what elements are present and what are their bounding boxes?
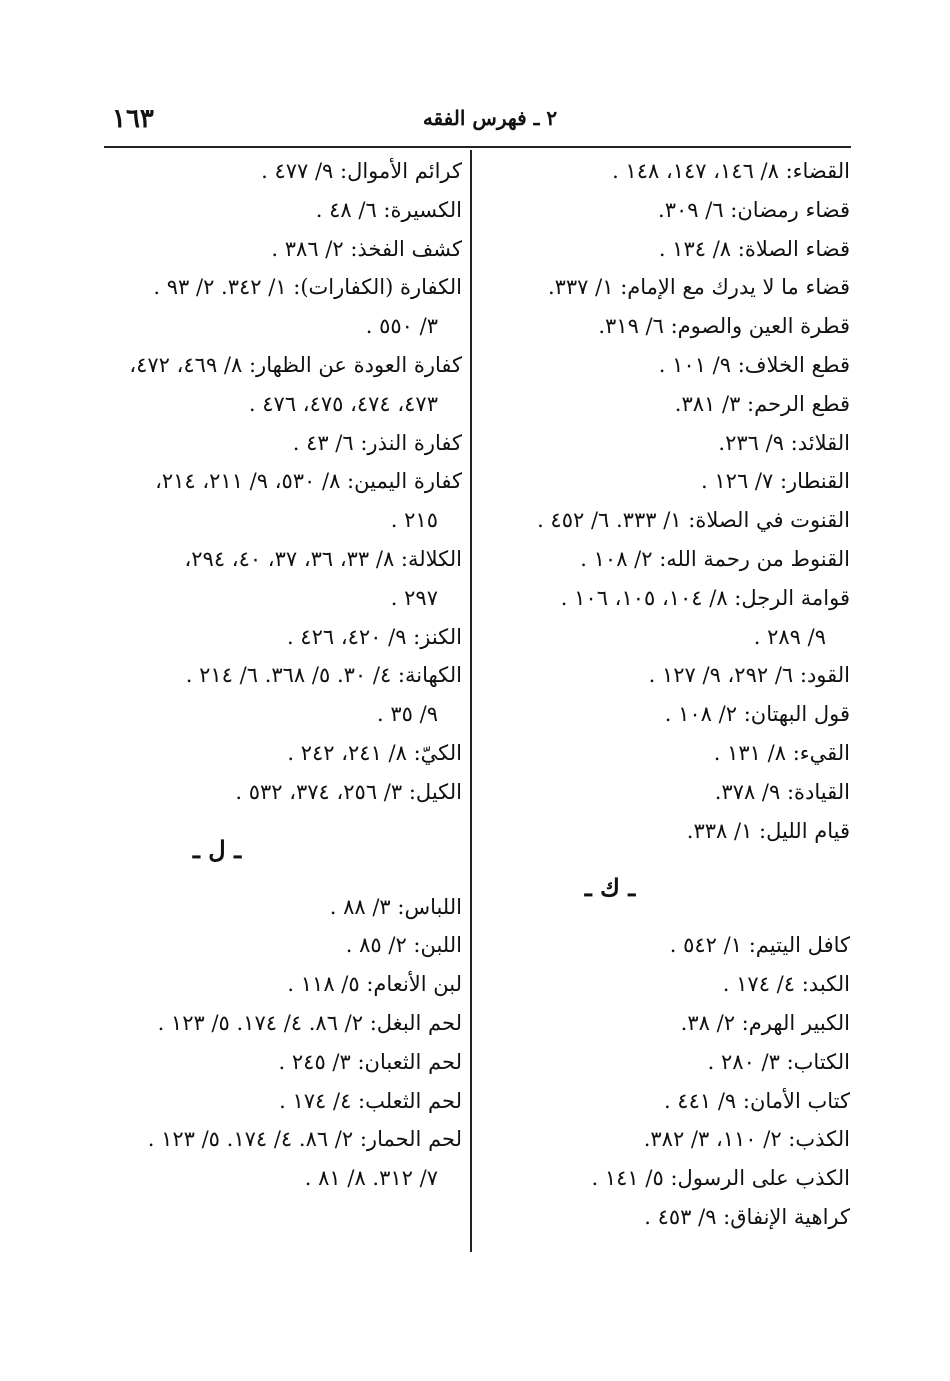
index-entry: لحم الثعبان: ٣/ ٢٤٥ . bbox=[278, 1049, 462, 1074]
index-entry: القود: ٦/ ٢٩٢، ٩/ ١٢٧ . bbox=[648, 663, 850, 688]
index-entry: لبن الأنعام: ٥/ ١١٨ . bbox=[287, 972, 462, 997]
index-entry: لحم الحمار: ٢/ ٨٦. ٤/ ١٧٤. ٥/ ١٢٣ . bbox=[147, 1127, 462, 1152]
page-number: ١٦٣ bbox=[112, 104, 154, 134]
index-entry: قوامة الرجل: ٨/ ١٠٤، ١٠٥، ١٠٦ . bbox=[560, 585, 850, 610]
running-title: ٢ ـ فهرس الفقه bbox=[422, 106, 558, 130]
index-entry: قيام الليل: ١/ ٣٣٨. bbox=[686, 818, 850, 843]
index-entry: كفارة النذر: ٦/ ٤٣ . bbox=[292, 430, 462, 455]
index-entry: الكنز: ٩/ ٤٢٠، ٤٢٦ . bbox=[286, 624, 462, 649]
section-heading: ـ ك ـ bbox=[584, 873, 636, 903]
index-entry: كافل اليتيم: ١/ ٥٤٢ . bbox=[669, 933, 850, 958]
index-entry-continuation: ٤٧٣، ٤٧٤، ٤٧٥، ٤٧٦ . bbox=[248, 391, 438, 416]
index-entry: لحم البغل: ٢/ ٨٦. ٤/ ١٧٤. ٥/ ١٢٣ . bbox=[157, 1010, 462, 1035]
index-entry: قطع الخلاف: ٩/ ١٠١ . bbox=[658, 352, 850, 377]
index-entry: قطرة العين والصوم: ٦/ ٣١٩. bbox=[598, 314, 850, 339]
index-entry: اللباس: ٣/ ٨٨ . bbox=[329, 894, 462, 919]
index-entry: الكسيرة: ٦/ ٤٨ . bbox=[315, 197, 462, 222]
index-entry: قضاء رمضان: ٦/ ٣٠٩. bbox=[658, 197, 850, 222]
index-entry: الكيّ: ٨/ ٢٤١، ٢٤٢ . bbox=[287, 740, 462, 765]
index-entry: كتاب الأمان: ٩/ ٤٤١ . bbox=[663, 1088, 850, 1113]
index-entry: القلائد: ٩/ ٢٣٦. bbox=[718, 430, 850, 455]
index-entry: القيء: ٨/ ١٣١ . bbox=[713, 740, 850, 765]
index-entry-continuation: ٩/ ٣٥ . bbox=[377, 702, 438, 727]
index-entry: الكذب: ٢/ ١١٠، ٣/ ٣٨٢. bbox=[643, 1127, 850, 1152]
index-entry-continuation: ٢١٥ . bbox=[390, 508, 438, 533]
index-entry: قضاء ما لا يدرك مع الإمام: ١/ ٣٣٧. bbox=[547, 275, 850, 300]
index-entry: القضاء: ٨/ ١٤٦، ١٤٧، ١٤٨ . bbox=[612, 159, 850, 183]
index-entry: كشف الفخذ: ٢/ ٣٨٦ . bbox=[271, 236, 462, 261]
index-entry: كفارة العودة عن الظهار: ٨/ ٤٦٩، ٤٧٢، bbox=[129, 352, 462, 377]
index-entry-continuation: ٧/ ٣١٢. ٨/ ٨١ . bbox=[304, 1166, 438, 1191]
index-entry: لحم الثعلب: ٤/ ١٧٤ . bbox=[279, 1088, 462, 1113]
column-divider bbox=[470, 150, 472, 1252]
index-entry: كفارة اليمين: ٨/ ٥٣٠، ٩/ ٢١١، ٢١٤، bbox=[155, 469, 462, 494]
index-entry: قول البهتان: ٢/ ١٠٨ . bbox=[664, 702, 850, 727]
index-entry: الكذب على الرسول: ٥/ ١٤١ . bbox=[591, 1166, 850, 1191]
index-entry: قضاء الصلاة: ٨/ ١٣٤ . bbox=[658, 236, 850, 261]
index-entry: الكبد: ٤/ ١٧٤ . bbox=[722, 972, 850, 997]
index-entry: كرائم الأموال: ٩/ ٤٧٧ . bbox=[261, 159, 462, 183]
index-entry-continuation: ٣/ ٥٥٠ . bbox=[365, 314, 438, 339]
section-heading: ـ ل ـ bbox=[192, 834, 242, 864]
index-column-right bbox=[510, 152, 850, 1237]
index-entry: الكتاب: ٣/ ٢٨٠ . bbox=[707, 1049, 850, 1074]
index-entry: الكهانة: ٤/ ٣٠. ٥/ ٣٦٨. ٦/ ٢١٤ . bbox=[185, 663, 462, 688]
index-column-left bbox=[102, 152, 462, 1198]
header-rule bbox=[104, 146, 851, 148]
index-entry: الكيل: ٣/ ٢٥٦، ٣٧٤، ٥٣٢ . bbox=[235, 779, 462, 804]
index-entry: القيادة: ٩/ ٣٧٨. bbox=[714, 779, 850, 804]
index-entry: اللبن: ٢/ ٨٥ . bbox=[345, 933, 462, 958]
index-entry-continuation: ٩/ ٢٨٩ . bbox=[753, 624, 826, 649]
index-entry: قطع الرحم: ٣/ ٣٨١. bbox=[674, 391, 850, 416]
index-entry: الكفارة (الكفارات): ١/ ٣٤٢. ٢/ ٩٣ . bbox=[153, 275, 462, 300]
index-entry: القنوط من رحمة الله: ٢/ ١٠٨ . bbox=[580, 546, 850, 571]
index-entry: القنوت في الصلاة: ١/ ٣٣٣. ٦/ ٤٥٢ . bbox=[537, 508, 850, 533]
index-entry-continuation: ٢٩٧ . bbox=[390, 585, 438, 610]
index-entry: الكلالة: ٨/ ٣٣، ٣٦، ٣٧، ٤٠، ٢٩٤، bbox=[184, 546, 462, 571]
index-entry: القنطار: ٧/ ١٢٦ . bbox=[701, 469, 850, 494]
index-entry: الكبير الهرم: ٢/ ٣٨. bbox=[680, 1010, 850, 1035]
index-entry: كراهية الإنفاق: ٩/ ٤٥٣ . bbox=[644, 1204, 850, 1229]
